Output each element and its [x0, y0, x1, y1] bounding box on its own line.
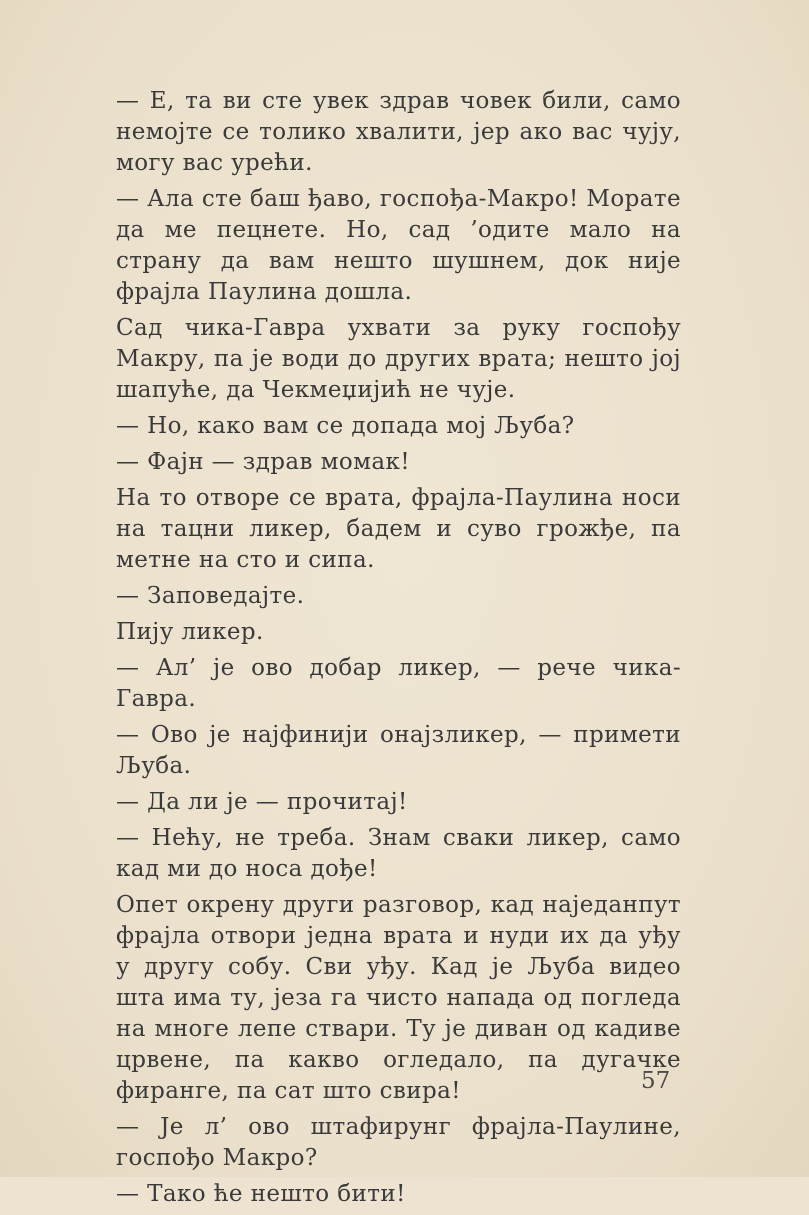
paragraph-2: — Ала сте баш ђаво, госпођа-Макро! Морате да ме пецнете. Но, сад ’одите мало на страну да вам нешто шушнем, док није фрајла Паулина дошла. — [116, 186, 681, 305]
paragraph-4: — Но, како вам се допада мој Љуба? — [116, 413, 575, 439]
paragraph-14: — Је л’ ово штафирунг фрајла-Паулине, госпођо Макро? — [116, 1114, 681, 1171]
paragraph-6: На то отворе се врата, фрајла-Паулина носи на тацни ликер, бадем и суво грожђе, па метне на сто и сипа. — [116, 485, 681, 573]
page-text — [116, 86, 681, 1215]
paragraph-3: Сад чика-Гавра ухвати за руку госпођу Макру, па је води до других врата; нешто јој шапуће, да Чекмеџијић не чује. — [116, 315, 681, 403]
paragraph-9: — Ал’ је ово добар ликер, — рече чика-Гавра. — [116, 655, 681, 712]
paragraph-7: — Заповедајте. — [116, 583, 305, 609]
paragraph-10: — Ово је најфинији онајзликер, — примети Љуба. — [116, 722, 681, 779]
paragraph-13: Опет окрену други разговор, кад наједанпут фрајла отвори једна врата и нуди их да уђу у другу собу. Сви уђу. Кад је Љуба видео шта има ту, језа га чисто напада од погледа на многе лепе ствари. Ту је диван од кадиве црвене, па какво огледало, па дугачке фиранге, па сат што свира! — [116, 892, 681, 1104]
paragraph-5: — Фајн — здрав момак! — [116, 449, 410, 475]
paragraph-11: — Да ли је — прочитај! — [116, 789, 408, 815]
paragraph-1: — Е, та ви сте увек здрав човек били, само немојте се толико хвалити, јер ако вас чују, могу вас урећи. — [116, 88, 681, 176]
paragraph-12: — Нећу, не треба. Знам сваки ликер, само кад ми до носа дође! — [116, 825, 681, 882]
paragraph-8: Пију ликер. — [116, 619, 264, 645]
page-number: 57 — [641, 1068, 671, 1094]
paragraph-15: — Тако ће нешто бити! — [116, 1181, 406, 1207]
